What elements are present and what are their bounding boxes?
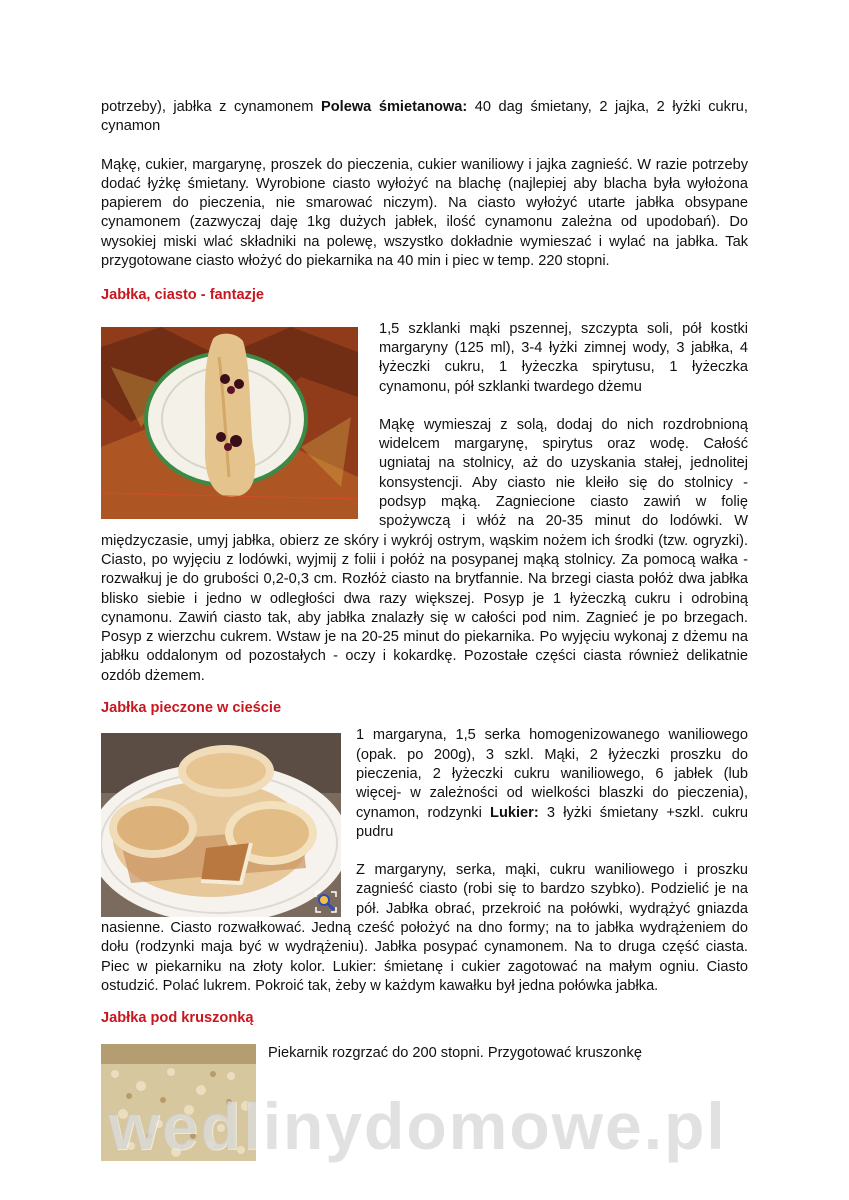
- recipe-title-crumble-apples: Jabłka pod kruszonką: [101, 1010, 254, 1027]
- intro-paragraph-2: Mąkę, cukier, margarynę, proszek do pieczenia, cukier waniliowy i jajka zagnieść. W razie potrzeby dodać łyżkę śmietany. Wyrobione ciasto wyłożyć na blachę (najlepiej aby blacha była wyłożona papierem do pieczenia, nie smarować niczym). Na ciasto wyłożyć utarte jabłka obsypane cynamonem (zazwyczaj daję 1kg dużych jabłek, ilość cynamonu zależna od upodobań). Do wysokiej miski wlać składniki na polewę, wszystko dokładnie wymieszać i wylać na jabłka. Tak przygotowane ciasto włożyć do piekarnika na 40 min i piec w temp. 220 stopni.: [101, 156, 748, 270]
- glaze-label: Polewa śmietanowa:: [321, 99, 468, 115]
- recipe-method-apple-fantasy: Mąkę wymieszaj z solą, dodaj do nich rozdrobnioną widelcem margarynę, spirytus oraz wodę. Całość ugniataj na stolnicy, aż do uzyskania stałej, jednolitej konsystencji. Aby ciasto nie kleiło się do stolnicy - podsyp mąką. Zagniecione ciasto zawiń w folię spożywczą i włóż na 20-35 minut do lodówki. W międzyczasie, umyj jabłka, obierz ze skóry i wykrój ostrym, wąskim nożem ich środki (tzw. ogryzki). Ciasto, po wyjęciu z lodówki, wyjmij z folii i połóż na posypanej mąką stolnicy. Za pomocą wałka - rozwałkuj je do grubości 0,2-0,3 cm. Rozłóż ciasto na brytfannie. Na brzegi ciasta połóż dwa jabłka blisko siebie i jedno w odległości dwa razy większej. Posyp je 1 łyżeczką cukru i odrobiną cynamonu. Zawiń ciasto tak, aby jabłka znalazły się w całości pod nim. Zagnieć je po brzegach. Posyp z wierzchu cukrem. Wstaw je na 20-25 minut do piekarnika. Po wyjęciu wykonaj z dżemu na jabłku oddalonym od pozostałych - oczy i kokardkę. Pozostałe części ciasta również delikatnie ozdób dżemem.: [101, 416, 748, 684]
- watermark: wedlinydomowe.pl: [108, 1089, 727, 1163]
- photo-apple-pastry: [101, 327, 358, 519]
- recipe-ingredients-baked-apples: 1 margaryna, 1,5 serka homogenizowanego waniliowego (opak. po 200g), 3 szkl. Mąki, 2 łyżeczki proszku do pieczenia, 2 łyżeczki cukru waniliowego, 6 jabłek (lub więcej- w zależności od wielkości blaszki do pieczenia), cynamon, rodzynki Lukier: 3 łyżki śmietany +szkl. cukru pudru: [356, 727, 748, 840]
- recipe-ingredients-apple-fantasy: 1,5 szklanki mąki pszennej, szczypta soli, pół kostki margaryny (125 ml), 3-4 łyżki zimnej wody, 3 jabłka, 4 łyżeczki cukru, 1 łyżeczka spirytusu, 1 łyżeczka cynamonu, pół szklanki twardego dżemu: [379, 320, 748, 395]
- zoom-icon: [315, 891, 337, 913]
- recipe-method-crumble-apples: Piekarnik rozgrzać do 200 stopni. Przygotować kruszonkę: [268, 1045, 642, 1062]
- photo-baked-apples: [101, 733, 341, 917]
- photo-crumble-apples: [101, 1044, 256, 1161]
- recipe-page: [101, 98, 748, 1161]
- recipe-title-baked-apples: Jabłka pieczone w cieście: [101, 700, 282, 717]
- recipe-method-baked-apples: Z margaryny, serka, mąki, cukru waniliowego i proszku zagnieść ciasto (robi się to bardzo szybko). Podzielić je na pół. Jabłka obrać, przekroić na połówki, wydrążyć gniazda nasienne. Ciasto rozwałkować. Jedną cześć położyć na dno formy; na to jabłka wydrążeniem do dołu (rodzynki maja być w wydrążeniu). Jabłka posypać cynamonem. Na to druga część ciasta. Piec w piekarniku na złoty kolor. Lukier: śmietanę i cukier zagotować na małym ogniu. Ciasto ostudzić. Polać lukrem. Pokroić tak, żeby w każdym kawałku był jedna połówka jabłka.: [101, 862, 748, 994]
- icing-label: Lukier:: [490, 804, 539, 821]
- intro-paragraph-1: potrzeby), jabłka z cynamonem Polewa śmietanowa: 40 dag śmietany, 2 jajka, 2 łyżki cukru, cynamon: [101, 99, 748, 135]
- recipe-title-apple-fantasy: Jabłka, ciasto - fantazje: [101, 287, 265, 304]
